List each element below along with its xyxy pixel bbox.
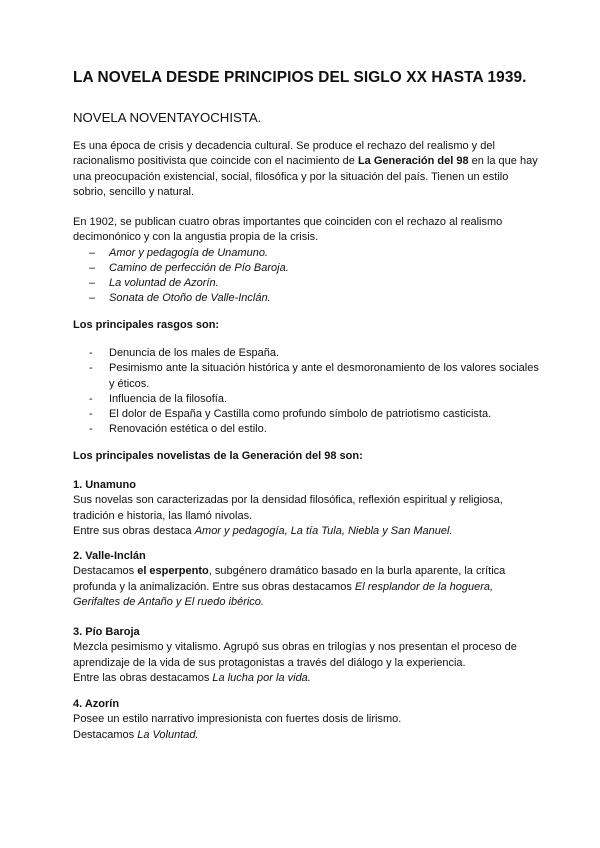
works-1902-section — [73, 215, 543, 307]
page-title: LA NOVELA DESDE PRINCIPIOS DEL SIGLO XX HASTA 1939. — [73, 69, 527, 86]
esperpento-term: el esperpento — [137, 565, 209, 578]
works-lead: Entre sus obras destaca — [73, 524, 195, 537]
author-valle-inclan — [73, 549, 543, 610]
works-titles: La Voluntad. — [137, 728, 199, 741]
author-description: Posee un estilo narrativo impresionista con fuertes dosis de lirismo. — [73, 713, 402, 726]
list-item: - Renovación estética o del estilo. — [73, 422, 543, 437]
list-item: - Influencia de la filosofía. — [73, 392, 543, 407]
list-item: - El dolor de España y Castilla como profundo símbolo de patriotismo casticista. — [73, 407, 543, 422]
author-baroja — [73, 625, 543, 686]
author-heading: 2. Valle-Inclán — [73, 550, 146, 562]
list-item: - Pesimismo ante la situación histórica y ante el desmoronamiento de los valores sociales y éticos. — [73, 361, 543, 392]
works-titles: Amor y pedagogía, La tía Tula, Niebla y San Manuel. — [194, 524, 453, 537]
author-text-a: Destacamos — [73, 565, 138, 578]
novelistas-heading: Los principales novelistas de la Generación del 98 son: — [73, 450, 363, 462]
list-item: – La voluntad de Azorín. — [73, 276, 543, 291]
works-titles: El resplandor de la hoguera, Gerifaltes de Antaño y El ruedo ibérico. — [73, 580, 494, 608]
works-lead: Entre las obras destacamos — [73, 671, 213, 684]
rasgos-section — [73, 346, 543, 438]
author-description: Mezcla pesimismo y vitalismo. Agrupó sus obras en trilogías y nos presentan el proceso de aprendizaje de la vida de sus protagonistas a través del diálogo y la experiencia. — [73, 641, 517, 669]
section-subtitle: NOVELA NOVENTAYOCHISTA. — [73, 110, 262, 125]
works-titles: La lucha por la vida. — [212, 671, 311, 684]
author-description: Sus novelas son caracterizadas por la densidad filosófica, reflexión espiritual y religiosa, tradición e historia, las llamó nivolas. — [73, 494, 503, 522]
intro-paragraph — [73, 139, 543, 200]
author-heading: 4. Azorín — [73, 698, 120, 710]
list-item: – Camino de perfección de Pío Baroja. — [73, 261, 543, 276]
works-list — [73, 246, 543, 307]
author-azorin — [73, 697, 543, 743]
generation-98-term: La Generación del 98 — [357, 155, 469, 168]
intro-text-c: en la que hay una preocupación existencial, social, filosófica y por la situación del país. Tienen un estilo sobrio, sencillo y natural. — [73, 155, 538, 198]
rasgos-list — [73, 346, 543, 438]
author-unamuno — [73, 478, 543, 539]
list-item: - Denuncia de los males de España. — [73, 346, 543, 361]
works-lead: Destacamos — [73, 728, 138, 741]
list-item: – Amor y pedagogía de Unamuno. — [73, 246, 543, 261]
author-heading: 3. Pío Baroja — [73, 626, 140, 638]
author-text-c: , subgénero dramático basado en la burla aparente, la crítica profunda y la animalización. Entre sus obras destacamos — [73, 565, 506, 593]
author-heading: 1. Unamuno — [73, 479, 136, 491]
works-intro: En 1902, se publican cuatro obras importantes que coinciden con el rechazo al realismo decimonónico y con la angustia propia de la crisis. — [73, 216, 503, 244]
rasgos-heading: Los principales rasgos son: — [73, 319, 220, 331]
intro-text-a: Es una época de crisis y decadencia cultural. Se produce el rechazo del realismo y del racionalismo positivista que coincide con el nacimiento de — [73, 140, 495, 168]
list-item: – Sonata de Otoño de Valle-Inclán. — [73, 291, 543, 306]
